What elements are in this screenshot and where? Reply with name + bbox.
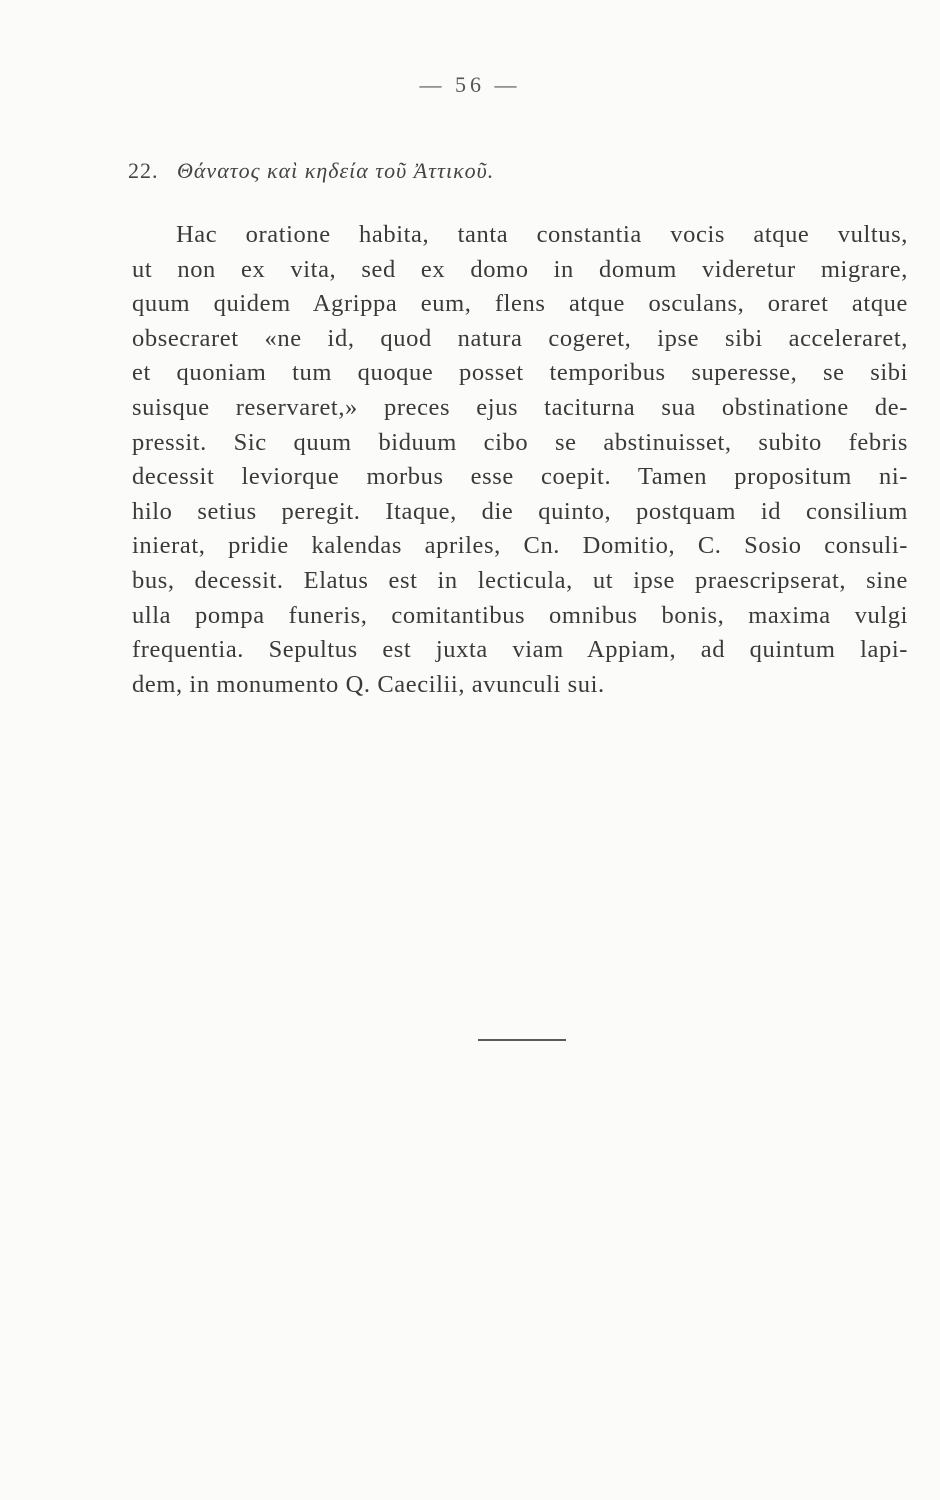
text-line: Hac oratione habita, tanta constantia vocis atque vultus, bbox=[176, 221, 908, 248]
text-line: ut non ex vita, sed ex domo in domum videretur migrare, bbox=[132, 255, 908, 283]
text-line: obsecraret «ne id, quod natura cogeret, ipse sibi acceleraret, bbox=[132, 324, 908, 352]
text-line: suisque reservaret,» preces ejus taciturna sua obstinatione de- bbox=[132, 393, 908, 421]
text-line: et quoniam tum quoque posset temporibus superesse, se sibi bbox=[132, 359, 908, 387]
text-line: decessit leviorque morbus esse coepit. Tamen propositum ni- bbox=[132, 463, 908, 491]
section-number: 22. bbox=[128, 158, 159, 183]
page-number: — 56 — bbox=[419, 72, 521, 97]
text-line: frequentia. Sepultus est juxta viam Appiam, ad quintum lapi- bbox=[132, 636, 908, 664]
section-heading bbox=[128, 158, 494, 184]
section-title: Θάνατος καὶ κηδεία τοῦ Ἀττικοῦ. bbox=[177, 158, 495, 183]
text-line: quum quidem Agrippa eum, flens atque osculans, oraret atque bbox=[132, 290, 908, 318]
text-line: inierat, pridie kalendas apriles, Cn. Domitio, C. Sosio consuli- bbox=[132, 532, 908, 560]
text-line: pressit. Sic quum biduum cibo se abstinuisset, subito febris bbox=[132, 428, 908, 456]
text-line: dem, in monumento Q. Caecilii, avunculi sui. bbox=[132, 670, 605, 698]
end-rule bbox=[478, 1039, 566, 1041]
text-line: ulla pompa funeris, comitantibus omnibus bonis, maxima vulgi bbox=[132, 601, 908, 629]
paragraph bbox=[132, 218, 908, 702]
text-line: bus, decessit. Elatus est in lecticula, ut ipse praescripserat, sine bbox=[132, 566, 908, 594]
text-line: hilo setius peregit. Itaque, die quinto, postquam id consilium bbox=[132, 497, 908, 525]
